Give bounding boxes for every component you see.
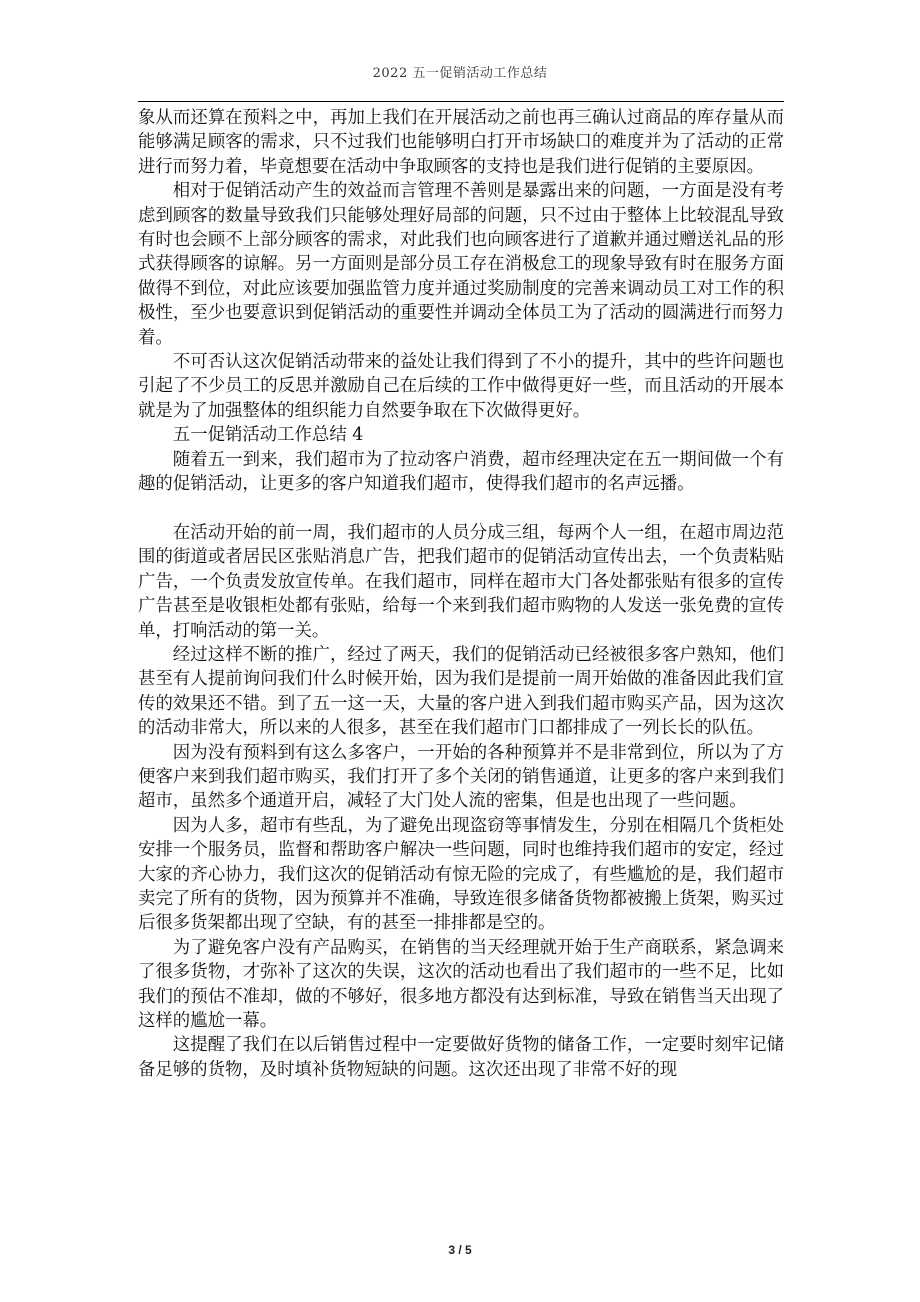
paragraph-lessons: 这提醒了我们在以后销售过程中一定要做好货物的储备工作，一定要时刻牢记储备足够的货物，及时填补货物短缺的问题。这次还出现了非常不好的现 [138,1035,784,1080]
paragraph-preparation: 在活动开始的前一周，我们超市的人员分成三组，每两个人一组，在超市周边范围的街道或者居民区张贴消息广告，把我们超市的促销活动宣传出去，一个负责粘贴广告，一个负责发放宣传单。在我们超市，同样在超市大门各处都张贴有很多的宣传广告甚至是收银柜处都有张贴，给每一个来到我们超市购物的人发送一张免费的宣传单，打响活动的第一关。 [138,522,784,641]
paragraph-channels: 因为没有预料到有这么多客户，一开始的各种预算并不是非常到位，所以为了方便客户来到我们超市购买，我们打开了多个关闭的销售通道，让更多的客户来到我们超市，虽然多个通道开启，减轻了大门处人流的密集，但是也出现了一些问题。 [138,742,784,812]
paragraph-promotion: 经过这样不断的推广，经过了两天，我们的促销活动已经被很多客户熟知，他们甚至有人提前询问我们什么时候开始，因为我们是提前一周开始做的准备因此我们宣传的效果还不错。到了五一这一天，大量的客户进入到我们超市购买产品，因为这次的活动非常大，所以来的人很多，甚至在我们超市门口都排成了一列长长的队伍。 [138,644,784,739]
paragraph-benefits: 不可否认这次促销活动带来的益处让我们得到了不小的提升，其中的些许问题也引起了不少员工的反思并激励自己在后续的工作中做得更好一些，而且活动的开展本就是为了加强整体的组织能力自然要争取在下次做得更好。 [138,352,784,421]
page-header-title: 2022 五一促销活动工作总结 [372,66,548,81]
page-number: 3 / 5 [448,1243,472,1257]
header-divider [138,101,784,102]
paragraph-restock: 为了避免客户没有产品购买，在销售的当天经理就开始于生产商联系，紧急调来了很多货物，才弥补了这次的失误，这次的活动也看出了我们超市的一些不足，比如我们的预估不准却，做的不够好，很多地方都没有达到标准，导致在销售当天出现了这样的尴尬一幕。 [138,937,784,1032]
paragraph-continuation: 象从而还算在预料之中，再加上我们在开展活动之前也再三确认过商品的库存量从而能够满足顾客的需求，只不过我们也能够明白打开市场缺口的难度并为了活动的正常进行而努力着，毕竟想要在活动中争取顾客的支持也是我们进行促销的主要原因。 [138,108,784,177]
section-heading: 五一促销活动工作总结 4 [172,425,364,446]
document-body [138,106,784,1082]
paragraph-intro: 随着五一到来，我们超市为了拉动客户消费，超市经理决定在五一期间做一个有趣的促销活动，让更多的客户知道我们超市，使得我们超市的名声远播。 [138,449,784,495]
paragraph-crowd: 因为人多，超市有些乱，为了避免出现盗窃等事情发生，分别在相隔几个货柜处安排一个服务员，监督和帮助客户解决一些问题，同时也维持我们超市的安定，经过大家的齐心协力，我们这次的促销活动有惊无险的完成了，有些尴尬的是，我们超市卖完了所有的货物，因为预算并不准确，导致连很多储备货物都被搬上货架，购买过后很多货架都出现了空缺，有的甚至一排排都是空的。 [138,815,784,934]
paragraph-management-issues: 相对于促销活动产生的效益而言管理不善则是暴露出来的问题，一方面是没有考虑到顾客的数量导致我们只能够处理好局部的问题，只不过由于整体上比较混乱导致有时也会顾不上部分顾客的需求，对此我们也向顾客进行了道歉并通过赠送礼品的形式获得顾客的谅解。另一方面则是部分员工存在消极怠工的现象导致有时在服务方面做得不到位，对此应该要加强监管力度并通过奖励制度的完善来调动员工对工作的积极性，至少也要意识到促销活动的重要性并调动全体员工为了活动的圆满进行而努力着。 [138,181,784,348]
